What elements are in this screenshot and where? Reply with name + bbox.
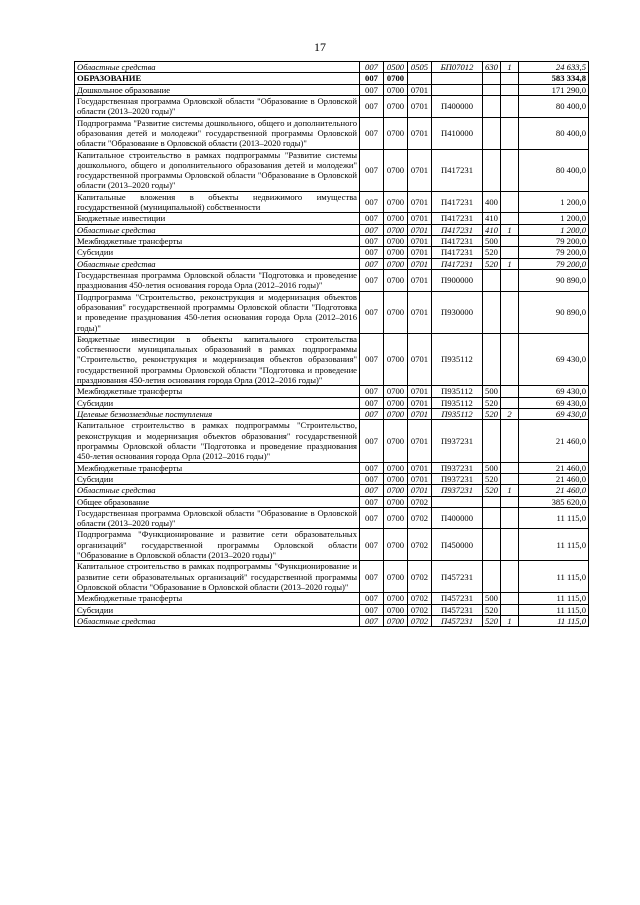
target-article-cell: П457231 <box>432 593 483 604</box>
expense-type-cell: 520 <box>483 247 501 258</box>
amount-cell: 11 115,0 <box>519 593 589 604</box>
amount-cell: 79 200,0 <box>519 247 589 258</box>
section-code-cell: 0700 <box>384 593 408 604</box>
expense-type-cell <box>483 507 501 529</box>
item-name-cell: Капитальные вложения в объекты недвижимого имущества государственной (муниципальной) собственности <box>75 191 360 213</box>
amount-cell: 80 400,0 <box>519 117 589 149</box>
ministry-code-cell: 007 <box>360 73 384 84</box>
amount-cell: 11 115,0 <box>519 507 589 529</box>
item-name-cell: Областные средства <box>75 62 360 73</box>
section-code-cell: 0700 <box>384 149 408 191</box>
expense-type-cell: 500 <box>483 593 501 604</box>
amount-cell: 1 200,0 <box>519 191 589 213</box>
amount-cell: 69 430,0 <box>519 386 589 397</box>
section-code-cell: 0700 <box>384 409 408 420</box>
item-name-cell: Подпрограмма "Функционирование и развитие сети образовательных организаций" государственной программы Орловской области "Образование в Орловской области (2013–2020 годы)" <box>75 529 360 561</box>
subsection-code-cell: 0701 <box>408 386 432 397</box>
amount-cell: 21 460,0 <box>519 485 589 496</box>
section-code-cell: 0700 <box>384 236 408 247</box>
funding-source-cell <box>501 507 519 529</box>
item-name-cell: Государственная программа Орловской области "Образование в Орловской области (2013–2020 годы)" <box>75 95 360 117</box>
funding-source-cell: 2 <box>501 409 519 420</box>
expense-type-cell <box>483 496 501 507</box>
expense-type-cell <box>483 95 501 117</box>
subsection-code-cell: 0702 <box>408 604 432 615</box>
subsection-code-cell: 0701 <box>408 397 432 408</box>
item-name-cell: Подпрограмма "Строительство, реконструкция и модернизация объектов образования" государственной программы Орловской области "Подготовка и проведение празднования 450-летия основания города Орла (2012–2016 годы)" <box>75 291 360 333</box>
subsection-code-cell: 0702 <box>408 593 432 604</box>
subsection-code-cell: 0701 <box>408 291 432 333</box>
expense-type-cell: 410 <box>483 224 501 235</box>
amount-cell: 385 620,0 <box>519 496 589 507</box>
expense-type-cell <box>483 149 501 191</box>
ministry-code-cell: 007 <box>360 236 384 247</box>
table-row <box>75 485 589 496</box>
section-code-cell: 0700 <box>384 95 408 117</box>
funding-source-cell <box>501 213 519 224</box>
target-article-cell <box>432 73 483 84</box>
target-article-cell: П937231 <box>432 473 483 484</box>
item-name-cell: Дошкольное образование <box>75 84 360 95</box>
section-code-cell: 0700 <box>384 84 408 95</box>
subsection-code-cell: 0701 <box>408 236 432 247</box>
table-row <box>75 258 589 269</box>
ministry-code-cell: 007 <box>360 224 384 235</box>
table-row <box>75 604 589 615</box>
funding-source-cell <box>501 386 519 397</box>
target-article-cell: П417231 <box>432 149 483 191</box>
expense-type-cell: 520 <box>483 604 501 615</box>
section-code-cell: 0700 <box>384 386 408 397</box>
expense-type-cell: 400 <box>483 191 501 213</box>
subsection-code-cell: 0701 <box>408 333 432 386</box>
funding-source-cell <box>501 95 519 117</box>
subsection-code-cell: 0701 <box>408 149 432 191</box>
ministry-code-cell: 007 <box>360 291 384 333</box>
section-code-cell: 0700 <box>384 604 408 615</box>
amount-cell: 69 430,0 <box>519 409 589 420</box>
subsection-code-cell: 0505 <box>408 62 432 73</box>
section-code-cell: 0700 <box>384 473 408 484</box>
ministry-code-cell: 007 <box>360 420 384 462</box>
subsection-code-cell: 0701 <box>408 269 432 291</box>
ministry-code-cell: 007 <box>360 149 384 191</box>
ministry-code-cell: 007 <box>360 117 384 149</box>
expense-type-cell <box>483 73 501 84</box>
expense-type-cell: 520 <box>483 409 501 420</box>
item-name-cell: Областные средства <box>75 615 360 626</box>
subsection-code-cell: 0701 <box>408 462 432 473</box>
table-row <box>75 149 589 191</box>
amount-cell: 69 430,0 <box>519 397 589 408</box>
budget-table-body <box>75 62 589 627</box>
item-name-cell: Межбюджетные трансферты <box>75 593 360 604</box>
ministry-code-cell: 007 <box>360 386 384 397</box>
target-article-cell: П457231 <box>432 615 483 626</box>
item-name-cell: Субсидии <box>75 247 360 258</box>
amount-cell: 171 290,0 <box>519 84 589 95</box>
amount-cell: 80 400,0 <box>519 95 589 117</box>
target-article-cell: П935112 <box>432 386 483 397</box>
section-code-cell: 0700 <box>384 397 408 408</box>
funding-source-cell <box>501 236 519 247</box>
amount-cell: 21 460,0 <box>519 420 589 462</box>
amount-cell: 80 400,0 <box>519 149 589 191</box>
item-name-cell: Субсидии <box>75 473 360 484</box>
target-article-cell <box>432 84 483 95</box>
funding-source-cell: 1 <box>501 62 519 73</box>
section-code-cell: 0700 <box>384 420 408 462</box>
amount-cell: 11 115,0 <box>519 604 589 615</box>
target-article-cell: П417231 <box>432 236 483 247</box>
table-row <box>75 529 589 561</box>
target-article-cell: П400000 <box>432 507 483 529</box>
expense-type-cell: 520 <box>483 485 501 496</box>
target-article-cell: П417231 <box>432 191 483 213</box>
section-code-cell: 0700 <box>384 462 408 473</box>
target-article-cell: П450000 <box>432 529 483 561</box>
amount-cell: 11 115,0 <box>519 615 589 626</box>
amount-cell: 24 633,5 <box>519 62 589 73</box>
ministry-code-cell: 007 <box>360 485 384 496</box>
funding-source-cell <box>501 561 519 593</box>
funding-source-cell <box>501 604 519 615</box>
funding-source-cell <box>501 269 519 291</box>
section-code-cell: 0700 <box>384 191 408 213</box>
table-row <box>75 409 589 420</box>
subsection-code-cell: 0702 <box>408 496 432 507</box>
funding-source-cell <box>501 247 519 258</box>
target-article-cell: П935112 <box>432 333 483 386</box>
target-article-cell: П937231 <box>432 420 483 462</box>
table-row <box>75 473 589 484</box>
ministry-code-cell: 007 <box>360 496 384 507</box>
expense-type-cell: 410 <box>483 213 501 224</box>
table-row <box>75 73 589 84</box>
target-article-cell: П410000 <box>432 117 483 149</box>
expense-type-cell <box>483 333 501 386</box>
subsection-code-cell: 0701 <box>408 473 432 484</box>
item-name-cell: Общее образование <box>75 496 360 507</box>
expense-type-cell <box>483 561 501 593</box>
ministry-code-cell: 007 <box>360 507 384 529</box>
amount-cell: 79 200,0 <box>519 258 589 269</box>
ministry-code-cell: 007 <box>360 269 384 291</box>
funding-source-cell <box>501 462 519 473</box>
section-code-cell: 0700 <box>384 247 408 258</box>
expense-type-cell: 500 <box>483 462 501 473</box>
expense-type-cell <box>483 420 501 462</box>
target-article-cell: П457231 <box>432 561 483 593</box>
funding-source-cell <box>501 84 519 95</box>
target-article-cell: П930000 <box>432 291 483 333</box>
ministry-code-cell: 007 <box>360 95 384 117</box>
target-article-cell <box>432 496 483 507</box>
funding-source-cell <box>501 149 519 191</box>
ministry-code-cell: 007 <box>360 561 384 593</box>
table-row <box>75 269 589 291</box>
item-name-cell: Субсидии <box>75 604 360 615</box>
ministry-code-cell: 007 <box>360 397 384 408</box>
funding-source-cell <box>501 333 519 386</box>
ministry-code-cell: 007 <box>360 473 384 484</box>
section-code-cell: 0700 <box>384 485 408 496</box>
subsection-code-cell: 0701 <box>408 95 432 117</box>
table-row <box>75 117 589 149</box>
item-name-cell: Государственная программа Орловской области "Подготовка и проведение празднования 450-летия основания города Орла (2012–2016 годы)" <box>75 269 360 291</box>
section-code-cell: 0700 <box>384 224 408 235</box>
target-article-cell: БП07012 <box>432 62 483 73</box>
ministry-code-cell: 007 <box>360 213 384 224</box>
section-code-cell: 0700 <box>384 561 408 593</box>
subsection-code-cell: 0702 <box>408 561 432 593</box>
table-row <box>75 615 589 626</box>
funding-source-cell: 1 <box>501 615 519 626</box>
ministry-code-cell: 007 <box>360 593 384 604</box>
table-row <box>75 420 589 462</box>
expense-type-cell <box>483 529 501 561</box>
ministry-code-cell: 007 <box>360 258 384 269</box>
table-row <box>75 213 589 224</box>
subsection-code-cell: 0701 <box>408 409 432 420</box>
item-name-cell: Капитальное строительство в рамках подпрограммы "Строительство, реконструкция и модернизация объектов образования" государственной программы Орловской области "Подготовка и проведение празднования 450-летия основания города Орла (2012–2016 годы)" <box>75 420 360 462</box>
funding-source-cell: 1 <box>501 224 519 235</box>
ministry-code-cell: 007 <box>360 191 384 213</box>
target-article-cell: П935112 <box>432 409 483 420</box>
table-row <box>75 397 589 408</box>
ministry-code-cell: 007 <box>360 604 384 615</box>
target-article-cell: П417231 <box>432 224 483 235</box>
expense-type-cell: 520 <box>483 397 501 408</box>
target-article-cell: П937231 <box>432 485 483 496</box>
item-name-cell: Бюджетные инвестиции в объекты капитального строительства собственности муниципальных образований в рамках подпрограммы "Строительство, реконструкция и модернизация объектов образования" государственной программы Орловской области "Подготовка и проведение празднования 450-летия основания города Орла (2012–2016 годы)" <box>75 333 360 386</box>
expense-type-cell: 520 <box>483 615 501 626</box>
section-code-cell: 0700 <box>384 73 408 84</box>
item-name-cell: Капитальное строительство в рамках подпрограммы "Функционирование и развитие сети образовательных организаций" государственной программы Орловской области "Образование в Орловской области (2013–2020 годы)" <box>75 561 360 593</box>
subsection-code-cell: 0701 <box>408 420 432 462</box>
target-article-cell: П400000 <box>432 95 483 117</box>
ministry-code-cell: 007 <box>360 409 384 420</box>
table-row <box>75 386 589 397</box>
ministry-code-cell: 007 <box>360 462 384 473</box>
table-row <box>75 191 589 213</box>
subsection-code-cell <box>408 73 432 84</box>
funding-source-cell: 1 <box>501 485 519 496</box>
ministry-code-cell: 007 <box>360 84 384 95</box>
item-name-cell: Бюджетные инвестиции <box>75 213 360 224</box>
ministry-code-cell: 007 <box>360 247 384 258</box>
subsection-code-cell: 0702 <box>408 507 432 529</box>
table-row <box>75 247 589 258</box>
table-row <box>75 496 589 507</box>
funding-source-cell <box>501 191 519 213</box>
funding-source-cell <box>501 420 519 462</box>
amount-cell: 1 200,0 <box>519 213 589 224</box>
subsection-code-cell: 0701 <box>408 84 432 95</box>
section-code-cell: 0700 <box>384 529 408 561</box>
target-article-cell: П417231 <box>432 213 483 224</box>
target-article-cell: П457231 <box>432 604 483 615</box>
section-code-cell: 0700 <box>384 615 408 626</box>
section-code-cell: 0500 <box>384 62 408 73</box>
funding-source-cell <box>501 593 519 604</box>
subsection-code-cell: 0701 <box>408 224 432 235</box>
item-name-cell: Межбюджетные трансферты <box>75 462 360 473</box>
subsection-code-cell: 0701 <box>408 247 432 258</box>
subsection-code-cell: 0701 <box>408 213 432 224</box>
funding-source-cell <box>501 529 519 561</box>
subsection-code-cell: 0702 <box>408 529 432 561</box>
item-name-cell: Целевые безвозмездные поступления <box>75 409 360 420</box>
section-code-cell: 0700 <box>384 213 408 224</box>
table-row <box>75 507 589 529</box>
funding-source-cell <box>501 291 519 333</box>
item-name-cell: Межбюджетные трансферты <box>75 386 360 397</box>
item-name-cell: ОБРАЗОВАНИЕ <box>75 73 360 84</box>
section-code-cell: 0700 <box>384 291 408 333</box>
subsection-code-cell: 0701 <box>408 117 432 149</box>
amount-cell: 1 200,0 <box>519 224 589 235</box>
table-row <box>75 333 589 386</box>
subsection-code-cell: 0701 <box>408 191 432 213</box>
funding-source-cell <box>501 397 519 408</box>
item-name-cell: Государственная программа Орловской области "Образование в Орловской области (2013–2020 годы)" <box>75 507 360 529</box>
item-name-cell: Областные средства <box>75 224 360 235</box>
target-article-cell: П937231 <box>432 462 483 473</box>
table-row <box>75 462 589 473</box>
ministry-code-cell: 007 <box>360 529 384 561</box>
section-code-cell: 0700 <box>384 333 408 386</box>
item-name-cell: Межбюджетные трансферты <box>75 236 360 247</box>
subsection-code-cell: 0701 <box>408 485 432 496</box>
section-code-cell: 0700 <box>384 258 408 269</box>
table-row <box>75 561 589 593</box>
expense-type-cell: 520 <box>483 258 501 269</box>
expense-type-cell <box>483 269 501 291</box>
ministry-code-cell: 007 <box>360 333 384 386</box>
target-article-cell: П417231 <box>432 247 483 258</box>
amount-cell: 11 115,0 <box>519 529 589 561</box>
item-name-cell: Субсидии <box>75 397 360 408</box>
table-row <box>75 95 589 117</box>
table-row <box>75 84 589 95</box>
expense-type-cell: 520 <box>483 473 501 484</box>
expense-type-cell: 500 <box>483 236 501 247</box>
amount-cell: 90 890,0 <box>519 269 589 291</box>
target-article-cell: П935112 <box>432 397 483 408</box>
target-article-cell: П900000 <box>432 269 483 291</box>
page-number: 17 <box>314 40 326 54</box>
funding-source-cell <box>501 73 519 84</box>
section-code-cell: 0700 <box>384 496 408 507</box>
amount-cell: 90 890,0 <box>519 291 589 333</box>
ministry-code-cell: 007 <box>360 62 384 73</box>
table-row <box>75 236 589 247</box>
ministry-code-cell: 007 <box>360 615 384 626</box>
expense-type-cell <box>483 117 501 149</box>
expense-type-cell: 630 <box>483 62 501 73</box>
amount-cell: 11 115,0 <box>519 561 589 593</box>
amount-cell: 21 460,0 <box>519 473 589 484</box>
amount-cell: 79 200,0 <box>519 236 589 247</box>
table-row <box>75 224 589 235</box>
expense-type-cell <box>483 291 501 333</box>
section-code-cell: 0700 <box>384 269 408 291</box>
table-row <box>75 593 589 604</box>
table-row <box>75 62 589 73</box>
expense-type-cell <box>483 84 501 95</box>
subsection-code-cell: 0702 <box>408 615 432 626</box>
funding-source-cell <box>501 473 519 484</box>
item-name-cell: Областные средства <box>75 258 360 269</box>
item-name-cell: Подпрограмма "Развитие системы дошкольного, общего и дополнительного образования детей и молодежи" государственной программы Орловской области "Образование в Орловской области (2013–2020 годы)" <box>75 117 360 149</box>
amount-cell: 21 460,0 <box>519 462 589 473</box>
funding-source-cell <box>501 117 519 149</box>
item-name-cell: Областные средства <box>75 485 360 496</box>
funding-source-cell <box>501 496 519 507</box>
funding-source-cell: 1 <box>501 258 519 269</box>
subsection-code-cell: 0701 <box>408 258 432 269</box>
section-code-cell: 0700 <box>384 507 408 529</box>
amount-cell: 69 430,0 <box>519 333 589 386</box>
target-article-cell: П417231 <box>432 258 483 269</box>
section-code-cell: 0700 <box>384 117 408 149</box>
table-row <box>75 291 589 333</box>
item-name-cell: Капитальное строительство в рамках подпрограммы "Развитие системы дошкольного, общего и дополнительного образования детей и молодежи" государственной программы Орловской области "Образование в Орловской области (2013–2020 годы)" <box>75 149 360 191</box>
expense-type-cell: 500 <box>483 386 501 397</box>
budget-table <box>74 61 589 627</box>
amount-cell: 583 334,8 <box>519 73 589 84</box>
